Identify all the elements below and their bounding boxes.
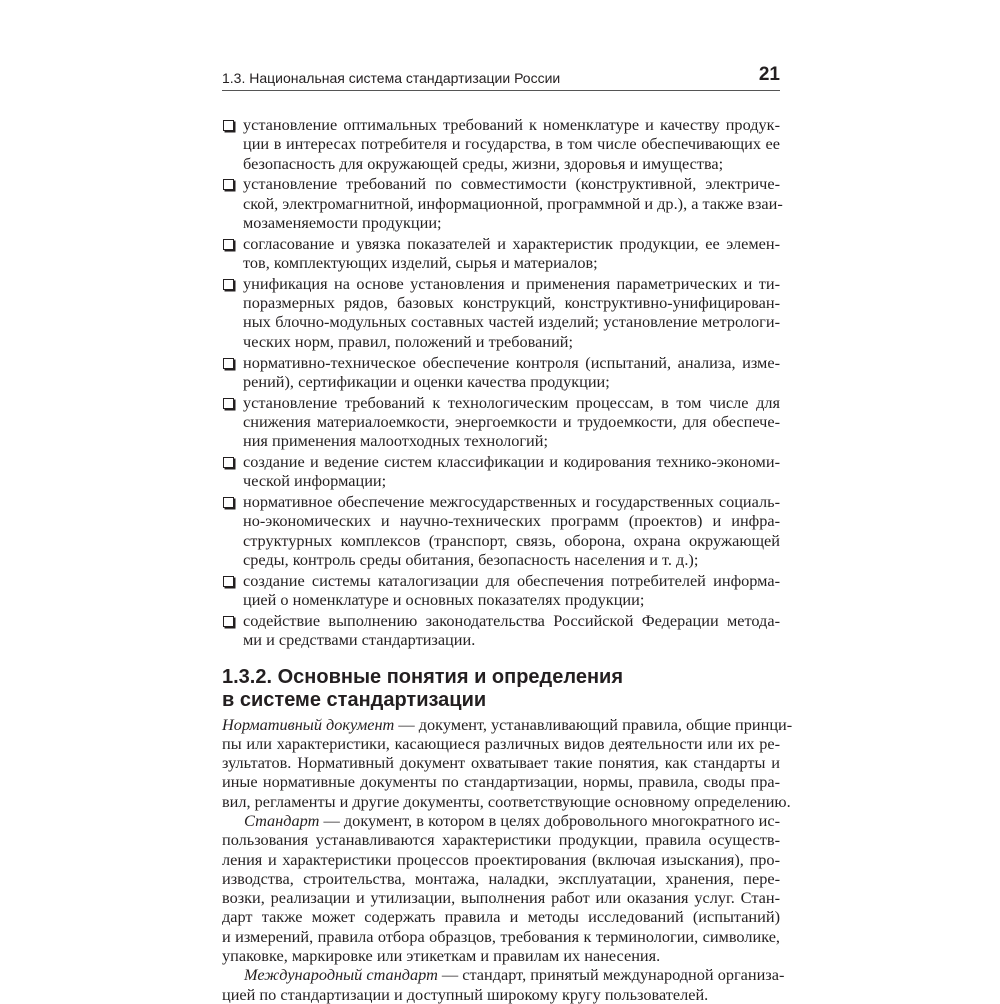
definition-text: — документ, устанавливающий правила, общие принци-: [394, 714, 793, 734]
checkbox-bullet-icon: [223, 616, 234, 627]
text-line: поразмерных рядов, базовых конструкций, конструктивно-унифицирован-: [243, 293, 780, 313]
text-line: но-экономических и научно-технических программ (проектов) и инфра-: [243, 511, 780, 531]
list-item: [222, 393, 780, 451]
checkbox-bullet-icon: [223, 497, 234, 508]
text-line: создание и ведение систем классификации и кодирования технико-экономи-: [243, 452, 780, 472]
checkbox-bullet-icon: [223, 179, 234, 190]
list-item: [222, 611, 780, 650]
definition-paragraph: [222, 965, 785, 1004]
text-line: снижения материалоемкости, энергоемкости и трудоемкости, для обеспече-: [243, 411, 780, 431]
text-line: унификация на основе установления и применения параметрических и ти-: [243, 273, 780, 293]
text-line: мозаменяемости продукции;: [243, 212, 442, 232]
text-line: нормативно-техническое обеспечение контроля (испытаний, анализа, изме-: [243, 352, 780, 372]
checkbox-bullet-icon: [223, 239, 234, 250]
list-item: [222, 571, 780, 610]
text-line: ми и средствами стандартизации.: [243, 630, 476, 650]
running-header: [222, 62, 780, 91]
list-item: [222, 353, 780, 392]
text-line: установление оптимальных требований к номенклатуре и качеству продук-: [243, 115, 780, 134]
text-line: ческой информации;: [243, 471, 387, 491]
text-line: пы или характеристики, касающиеся различных видов деятельности или их ре-: [222, 733, 780, 753]
section-heading: [222, 666, 780, 712]
text-line: зультатов. Нормативный документ охватывает такие понятия, как стандарты и: [222, 753, 780, 773]
checkbox-bullet-icon: [223, 279, 234, 290]
text-line: согласование и увязка показателей и характеристик продукции, ее элемен-: [243, 233, 780, 253]
heading-line: 1.3.2. Основные понятия и определения: [222, 665, 623, 688]
defined-term: Международный стандарт: [244, 965, 438, 985]
text-line: иные нормативные документы по стандартизации, нормы, правила, своды пра-: [222, 772, 780, 792]
text-line: рений), сертификации и оценки качества продукции;: [243, 371, 610, 391]
checkbox-bullet-icon: [223, 358, 234, 369]
text-line: ния применения малоотходных технологий;: [243, 431, 549, 451]
bullet-list: [222, 115, 783, 650]
text-line: ской, электромагнитной, информационной, программной и др.), а также взаи-: [243, 193, 783, 213]
text-line: структурных комплексов (транспорт, связь, оборона, охрана окружающей: [243, 530, 780, 550]
text-line: и измерений, правила отбора образцов, требования к терминологии, символике,: [222, 926, 780, 946]
text-line: цией о номенклатуре и основных показателях продукции;: [243, 590, 645, 610]
text-line: ных блочно-модульных составных частей изделий; установление метрологи-: [243, 312, 780, 332]
text-line: дарт также может содержать правила и методы исследований (испытаний): [222, 907, 780, 927]
text-line: нормативное обеспечение межгосударственных и государственных социаль-: [243, 492, 780, 512]
checkbox-bullet-icon: [223, 457, 234, 468]
text-line: возки, реализации и утилизации, выполнения работ или оказания услуг. Стан-: [222, 888, 780, 908]
text-line: пользования устанавливаются характеристики продукции, правила осуществ-: [222, 830, 780, 850]
running-header-title: 1.3. Национальная система стандартизации России: [222, 70, 561, 86]
list-item: [222, 492, 780, 569]
text-line: [222, 714, 793, 734]
text-line: установление требований по совместимости (конструктивной, электриче-: [243, 174, 780, 194]
checkbox-bullet-icon: [223, 120, 234, 131]
text-line: ческих норм, правил, положений и требований;: [243, 331, 574, 351]
text-line: [222, 965, 785, 985]
page-number: 21: [758, 64, 780, 85]
definition-text: — документ, в котором в целях добровольного многократного ис-: [319, 811, 780, 830]
text-line: цией по стандартизации и доступный широкому кругу пользователей.: [222, 984, 709, 1004]
list-item: [222, 115, 780, 173]
text-line: тов, комплектующих изделий, сырья и материалов;: [243, 253, 598, 273]
text-line: ления и характеристики процессов проектирования (включая изыскания), про-: [222, 849, 780, 869]
body-text: [222, 714, 793, 1004]
defined-term: Нормативный документ: [222, 714, 395, 734]
list-item: [222, 234, 780, 273]
text-line: создание системы каталогизации для обеспечения потребителей информа-: [243, 570, 780, 590]
text-line: безопасность для окружающей среды, жизни, здоровья и имущества;: [243, 153, 724, 173]
list-item: [222, 274, 780, 351]
definition-text: — стандарт, принятый международной организа-: [437, 965, 785, 985]
checkbox-bullet-icon: [223, 398, 234, 409]
text-line: вил, регламенты и другие документы, соответствующие основному определению.: [222, 791, 791, 811]
heading-line: в системе стандартизации: [222, 688, 487, 711]
definition-paragraph: [222, 811, 780, 965]
checkbox-bullet-icon: [223, 576, 234, 587]
text-line: содействие выполнению законодательства Российской Федерации метода-: [243, 610, 780, 630]
text-line: изводства, строительства, монтажа, наладки, эксплуатации, хранения, пере-: [222, 868, 780, 888]
defined-term: Стандарт: [244, 811, 320, 830]
book-page: [222, 62, 793, 1004]
list-item: [222, 174, 783, 232]
list-item: [222, 452, 780, 491]
text-line: [222, 811, 780, 830]
text-line: среды, контроль среды обитания, безопасность населения и т. д.);: [243, 550, 699, 570]
text-line: упаковке, маркировке или этикеткам и правилам их нанесения.: [222, 946, 661, 966]
text-line: установление требований к технологическим процессам, в том числе для: [243, 392, 780, 412]
text-line: ции в интересах потребителя и государства, в том числе обеспечивающих ее: [243, 134, 780, 154]
definition-paragraph: [222, 714, 793, 811]
